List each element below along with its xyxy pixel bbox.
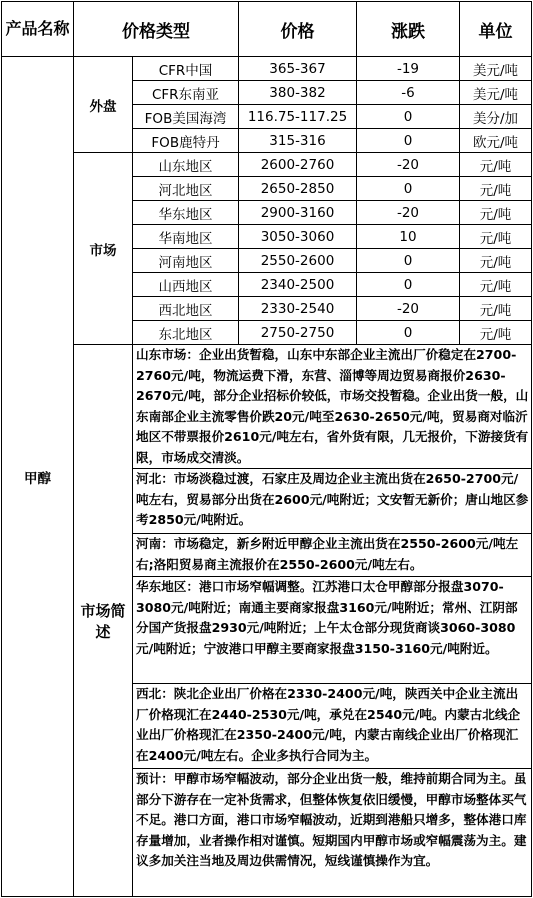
price-unit: 元/吨 — [460, 153, 532, 177]
price-type: 河南地区 — [133, 249, 239, 273]
header-row — [2, 2, 532, 57]
description-henan: 河南：市场稳定，新乡附近甲醇企业主流出货在2550-2600元/吨左右;洛阳贸易商主流报价在2550-2600元/吨左右。 — [133, 534, 532, 577]
price-type: 山东地区 — [133, 153, 239, 177]
price-change: 0 — [357, 105, 460, 129]
price-change: 10 — [357, 225, 460, 249]
group-label-market: 市场 — [74, 153, 133, 345]
price-change: 0 — [357, 177, 460, 201]
group-label-description: 市场简述 — [74, 345, 133, 897]
description-east-china: 华东地区：港口市场窄幅调整。江苏港口太仓甲醇部分报盘3070-3080元/吨附近；南通主要商家报盘3160元/吨附近；常州、江阴部分国产货报盘2930元/吨附近；上午太仓部分现货商谈3060-3080元/吨附近；宁波港口甲醇主要商家报盘3150-3160元/吨附近。 — [133, 577, 532, 684]
price-unit: 欧元/吨 — [460, 129, 532, 153]
price-change: 0 — [357, 129, 460, 153]
group-label-foreign: 外盘 — [74, 57, 133, 153]
description-shandong: 山东市场：企业出货暂稳，山东中东部企业主流出厂价稳定在2700-2760元/吨，物流运费下滑，东营、淄博等周边贸易商报价2630-2670元/吨，部分企业招标价较低，市场交投暂稳。企业出货一般，山东南部企业主流零售价跌20元/吨至2630-2650元/吨，贸易商对临沂地区不带票报价2610元/吨左右，省外货有限，几无报价，下游接货有限，市场成交清淡。 — [133, 345, 532, 469]
price-value: 365-367 — [239, 57, 357, 81]
description-hebei: 河北：市场淡稳过渡，石家庄及周边企业主流出货在2650-2700元/吨左右，贸易部分出货在2600元/吨附近；文安暂无新价；唐山地区参考2850元/吨附近。 — [133, 469, 532, 534]
price-value: 116.75-117.25 — [239, 105, 357, 129]
price-unit: 元/吨 — [460, 297, 532, 321]
price-type: CFR中国 — [133, 57, 239, 81]
methanol-price-table — [1, 1, 532, 897]
price-change: -20 — [357, 297, 460, 321]
header-product: 产品名称 — [2, 2, 74, 57]
price-change: 0 — [357, 249, 460, 273]
table-row — [2, 57, 532, 81]
description-northwest: 西北：陕北企业出厂价格在2330-2400元/吨，陕西关中企业主流出厂价格现汇在2440-2530元/吨，承兑在2540元/吨。内蒙古北线企业出厂价格现汇在2350-2400元/吨，内蒙古南线企业出厂价格现汇在2400元/吨左右。企业多执行合同为主。 — [133, 684, 532, 769]
price-value: 2550-2600 — [239, 249, 357, 273]
header-unit: 单位 — [460, 2, 532, 57]
price-unit: 美元/吨 — [460, 81, 532, 105]
table-row — [2, 153, 532, 177]
price-change: -19 — [357, 57, 460, 81]
price-type: FOB美国海湾 — [133, 105, 239, 129]
price-change: -6 — [357, 81, 460, 105]
price-unit: 元/吨 — [460, 321, 532, 345]
price-unit: 元/吨 — [460, 225, 532, 249]
price-change: 0 — [357, 273, 460, 297]
price-type: 山西地区 — [133, 273, 239, 297]
price-type: 东北地区 — [133, 321, 239, 345]
price-unit: 美分/加 — [460, 105, 532, 129]
price-value: 2340-2500 — [239, 273, 357, 297]
price-value: 2900-3160 — [239, 201, 357, 225]
price-type: 河北地区 — [133, 177, 239, 201]
price-type: FOB鹿特丹 — [133, 129, 239, 153]
price-type: 华南地区 — [133, 225, 239, 249]
price-change: -20 — [357, 201, 460, 225]
price-type: CFR东南亚 — [133, 81, 239, 105]
price-type: 华东地区 — [133, 201, 239, 225]
price-value: 380-382 — [239, 81, 357, 105]
price-value: 315-316 — [239, 129, 357, 153]
price-change: -20 — [357, 153, 460, 177]
header-price: 价格 — [239, 2, 357, 57]
price-unit: 元/吨 — [460, 273, 532, 297]
price-unit: 元/吨 — [460, 177, 532, 201]
header-price-type: 价格类型 — [74, 2, 239, 57]
description-row — [2, 345, 532, 469]
header-change: 涨跌 — [357, 2, 460, 57]
price-unit: 元/吨 — [460, 201, 532, 225]
price-value: 3050-3060 — [239, 225, 357, 249]
product-name: 甲醇 — [2, 57, 74, 897]
price-value: 2600-2760 — [239, 153, 357, 177]
price-unit: 美元/吨 — [460, 57, 532, 81]
price-value: 2330-2540 — [239, 297, 357, 321]
price-change: 0 — [357, 321, 460, 345]
price-unit: 元/吨 — [460, 249, 532, 273]
price-value: 2750-2750 — [239, 321, 357, 345]
description-forecast: 预计：甲醇市场窄幅波动，部分企业出货一般，维持前期合同为主。虽部分下游存在一定补货需求，但整体恢复依旧缓慢，甲醇市场整体买气不足。港口方面，港口市场窄幅波动，近期到港船只增多，整体港口库存量增加，业者操作相对谨慎。短期国内甲醇市场或窄幅震荡为主。建议多加关注当地及周边供需情况，短线谨慎操作为宜。 — [133, 769, 532, 897]
price-type: 西北地区 — [133, 297, 239, 321]
price-value: 2650-2850 — [239, 177, 357, 201]
